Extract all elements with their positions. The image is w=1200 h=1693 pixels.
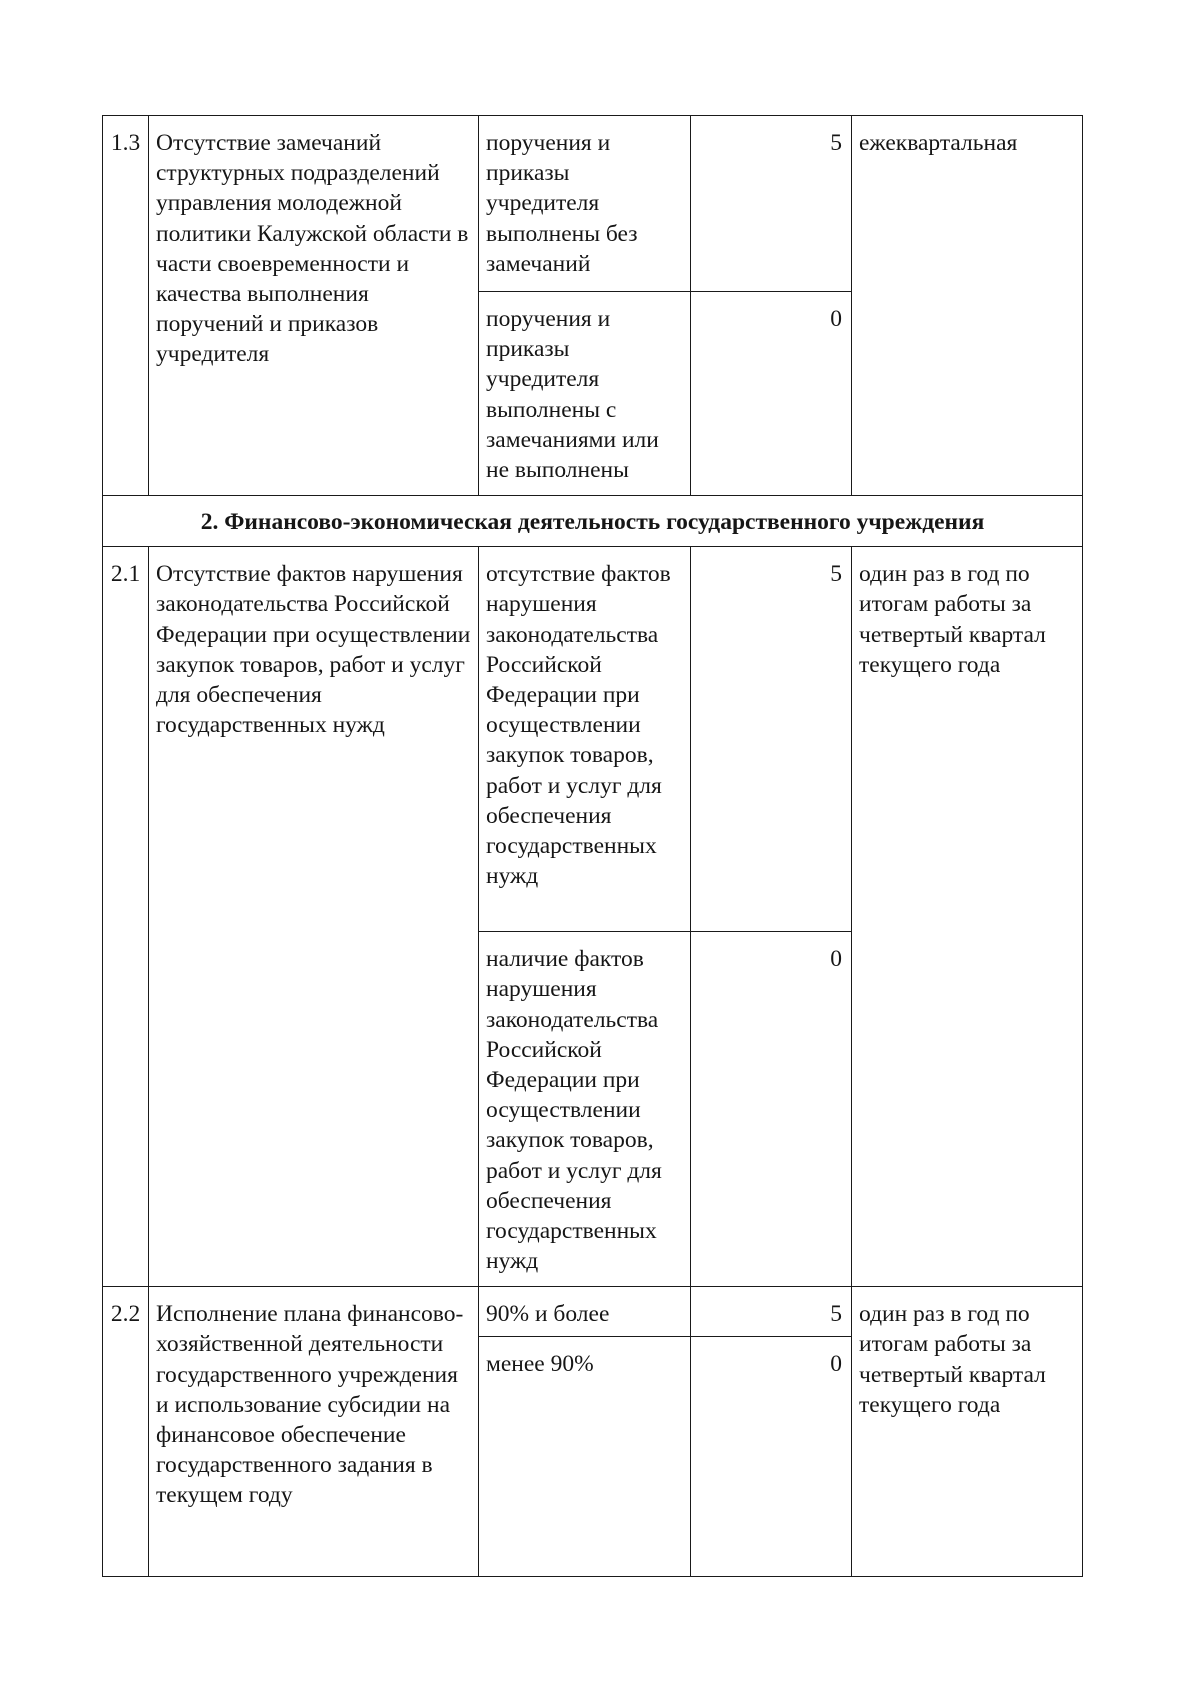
section-header-row: [103, 496, 1083, 547]
row-number: 2.1: [103, 547, 149, 1287]
criterion-cell: Отсутствие фактов нарушения законодательства Российской Федерации при осуществлении закупок товаров, работ и услуг для обеспечения государственных нужд: [149, 547, 479, 1287]
row-number: 1.3: [103, 116, 149, 496]
points-cell: 5: [691, 116, 852, 292]
row-number: 2.2: [103, 1287, 149, 1577]
condition-cell: поручения и приказы учредителя выполнены без замечаний: [479, 116, 691, 292]
period-cell: один раз в год по итогам работы за четвертый квартал текущего года: [852, 1287, 1083, 1577]
points-cell: 5: [691, 547, 852, 932]
points-cell: 0: [691, 292, 852, 496]
condition-cell: поручения и приказы учредителя выполнены с замечаниями или не выполнены: [479, 292, 691, 496]
period-cell: ежеквартальная: [852, 116, 1083, 496]
condition-cell: наличие фактов нарушения законодательства Российской Федерации при осуществлении закупок товаров, работ и услуг для обеспечения государственных нужд: [479, 932, 691, 1287]
condition-cell: менее 90%: [479, 1337, 691, 1577]
table-row: [103, 116, 1083, 292]
condition-cell: 90% и более: [479, 1287, 691, 1337]
criteria-table: [102, 115, 1083, 1577]
table-row: [103, 547, 1083, 932]
points-cell: 0: [691, 1337, 852, 1577]
criterion-cell: Отсутствие замечаний структурных подразделений управления молодежной политики Калужской области в части своевременности и качества выполнения поручений и приказов учредителя: [149, 116, 479, 496]
period-cell: один раз в год по итогам работы за четвертый квартал текущего года: [852, 547, 1083, 1287]
table-row: [103, 1287, 1083, 1337]
condition-cell: отсутствие фактов нарушения законодательства Российской Федерации при осуществлении закупок товаров, работ и услуг для обеспечения государственных нужд: [479, 547, 691, 932]
criterion-cell: Исполнение плана финансово-хозяйственной деятельности государственного учреждения и использование субсидии на финансовое обеспечение государственного задания в текущем году: [149, 1287, 479, 1577]
section-title: 2. Финансово-экономическая деятельность государственного учреждения: [103, 496, 1083, 547]
points-cell: 5: [691, 1287, 852, 1337]
points-cell: 0: [691, 932, 852, 1287]
